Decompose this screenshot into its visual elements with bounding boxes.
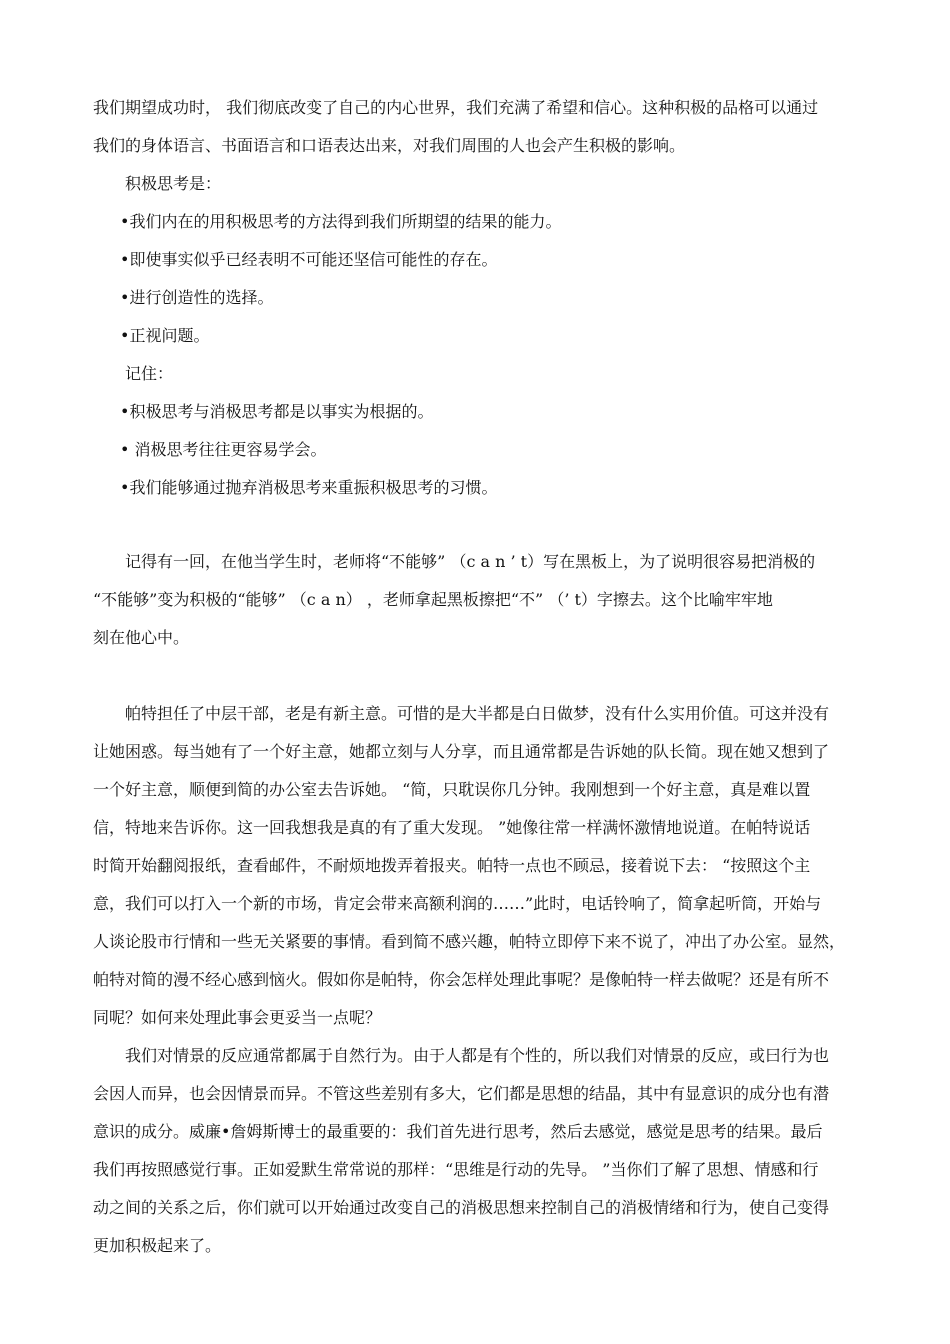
text-line: 意识的成分。威廉•詹姆斯博士的最重要的：我们首先进行思考，然后去感觉，感觉是思考的结果。最后 xyxy=(93,1122,823,1141)
list-item: •我们能够通过抛弃消极思考来重振积极思考的习惯。 xyxy=(120,478,498,497)
text-line: 人谈论股市行情和一些无关紧要的事情。看到简不感兴趣，帕特立即停下来不说了，冲出了办公室。显然， xyxy=(93,932,846,951)
text-line: 同呢？如何来处理此事会更妥当一点呢？ xyxy=(93,1008,382,1027)
list-item: •我们内在的用积极思考的方法得到我们所期望的结果的能力。 xyxy=(120,212,562,231)
document-body xyxy=(93,89,861,1265)
text-line: 我们期望成功时， 我们彻底改变了自己的内心世界，我们充满了希望和信心。这种积极的品格可以通过 xyxy=(93,98,819,117)
story-paragraph xyxy=(93,543,861,657)
list-item: •即使事实似乎已经表明不可能还坚信可能性的存在。 xyxy=(120,250,498,269)
list-item: • 消极思考往往更容易学会。 xyxy=(120,440,327,459)
intro-paragraph xyxy=(93,89,861,165)
paragraph-spacer xyxy=(93,657,861,695)
text-line: 会因人而异，也会因情景而异。不管这些差别有多大，它们都是思想的结晶，其中有显意识的成分也有潜 xyxy=(93,1084,830,1103)
positive-thinking-heading: 积极思考是： xyxy=(125,174,222,193)
pat-paragraph xyxy=(93,695,861,1037)
text-line: 帕特担任了中层干部，老是有新主意。可惜的是大半都是白日做梦，没有什么实用价值。可这并没有 xyxy=(125,704,830,723)
text-line: 动之间的关系之后，你们就可以开始通过改变自己的消极思想来控制自己的消极情绪和行为，使自己变得 xyxy=(93,1198,830,1217)
text-line: 刻在他心中。 xyxy=(93,628,190,647)
text-line: 让她困惑。每当她有了一个好主意，她都立刻与人分享，而且通常都是告诉她的队长简。现在她又想到了 xyxy=(93,742,830,761)
text-line: 更加积极起来了。 xyxy=(93,1236,222,1255)
text-line: 信，特地来告诉你。这一回我想我是真的有了重大发现。 ”她像往常一样满怀激情地说道。在帕特说话 xyxy=(93,818,811,837)
text-line: 时简开始翻阅报纸，查看邮件，不耐烦地拨弄着报夹。帕特一点也不顾忌，接着说下去： “按照这个主 xyxy=(93,856,811,875)
text-line: 帕特对简的漫不经心感到恼火。假如你是帕特，你会怎样处理此事呢？是像帕特一样去做呢？还是有所不 xyxy=(93,970,830,989)
remember-list xyxy=(93,393,861,507)
reaction-paragraph xyxy=(93,1037,861,1265)
text-line: 我们对情景的反应通常都属于自然行为。由于人都是有个性的，所以我们对情景的反应，或曰行为也 xyxy=(125,1046,830,1065)
text-line: 意，我们可以打入一个新的市场，肯定会带来高额利润的……”此时，电话铃响了，简拿起听筒，开始与 xyxy=(93,894,822,913)
text-line: 我们再按照感觉行事。正如爱默生常常说的那样：“思维是行动的先导。 ”当你们了解了思想、情感和行 xyxy=(93,1160,819,1179)
text-line: 一个好主意，顺便到简的办公室去告诉她。 “简，只耽误你几分钟。我刚想到一个好主意，真是难以置 xyxy=(93,780,811,799)
list-item: •积极思考与消极思考都是以事实为根据的。 xyxy=(120,402,434,421)
positive-thinking-list xyxy=(93,203,861,355)
text-line: 记得有一回，在他当学生时，老师将“不能够” （c a n ’ t）写在黑板上，为了说明很容易把消极的 xyxy=(125,552,816,571)
list-item: •进行创造性的选择。 xyxy=(120,288,274,307)
list-item: •正视问题。 xyxy=(120,326,210,345)
paragraph-spacer xyxy=(93,507,861,543)
remember-heading: 记住： xyxy=(125,364,174,383)
text-line: 我们的身体语言、书面语言和口语表达出来，对我们周围的人也会产生积极的影响。 xyxy=(93,136,686,155)
text-line: “不能够”变为积极的“能够” （c a n） ，老师拿起黑板擦把“不” （’ t）字擦去。这个比喻牢牢地 xyxy=(93,590,773,609)
